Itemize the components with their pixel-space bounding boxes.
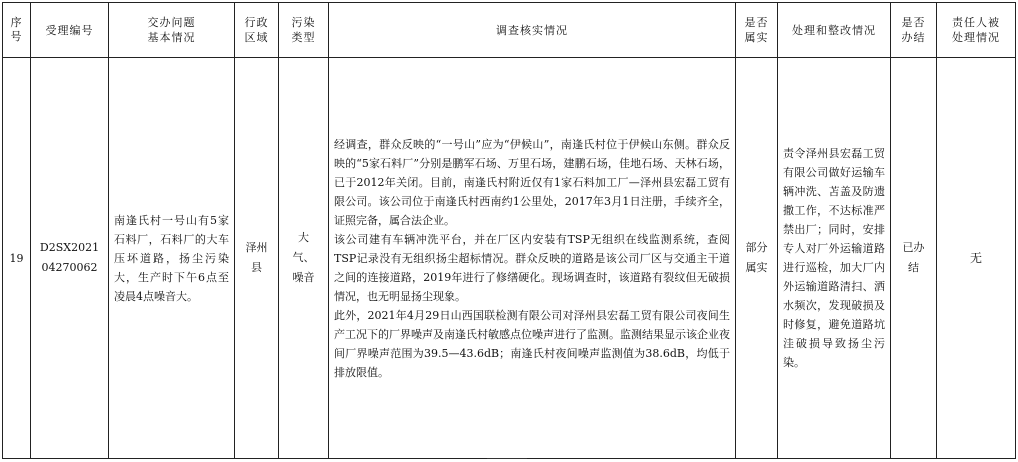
cell-seq: 19	[3, 58, 31, 459]
cell-is-closed: 已办结	[891, 58, 937, 459]
header-is-closed: 是否 办结	[891, 3, 937, 58]
header-is-true: 是否 属实	[736, 3, 778, 58]
header-region: 行政 区域	[235, 3, 279, 58]
cell-case-no: D2SX202104270062	[31, 58, 109, 459]
header-row	[3, 3, 1016, 58]
table-row	[3, 58, 1016, 459]
investigation-paragraph: 该公司建有车辆冲洗平台，并在厂区内安装有TSP无组织在线监测系统，查阅TSP记录没有无组织扬尘超标情况。群众反映的道路是该公司厂区与交通主干道之间的连接道路，2019年进行了修缮硬化。现场调查时，该道路有裂纹但无破损情况，也无明显扬尘现象。	[334, 232, 730, 303]
header-case-no: 受理编号	[31, 3, 109, 58]
cell-is-true: 部分属实	[736, 58, 778, 459]
cell-accountability: 无	[937, 58, 1016, 459]
cell-pollution-type: 大气、噪音	[279, 58, 329, 459]
cell-issue: 南逢氏村一号山有5家石料厂，石料厂的大车压坏道路，扬尘污染大，生产时下午6点至凌晨4点噪音大。	[109, 58, 235, 459]
case-table	[2, 2, 1016, 459]
header-handling: 处理和整改情况	[778, 3, 891, 58]
cell-region: 泽州县	[235, 58, 279, 459]
header-investigation: 调查核实情况	[329, 3, 736, 58]
header-issue: 交办问题 基本情况	[109, 3, 235, 58]
cell-handling: 责令泽州县宏磊工贸有限公司做好运输车辆冲洗、苫盖及防遗撒工作，不达标准严禁出厂；同时，安排专人对厂外运输道路进行巡检，加大厂内外运输道路清扫、洒水频次，发现破损及时修复，避免道路坑洼破损导致扬尘污染。	[778, 58, 891, 459]
header-seq: 序号	[3, 3, 31, 58]
investigation-paragraph: 此外，2021年4月29日山西国联检测有限公司对泽州县宏磊工贸有限公司夜间生产工况下的厂界噪声及南逢氏村敏感点位噪声进行了监测。监测结果显示该企业夜间厂界噪声范围为39.5—43.6dB；南逢氏村夜间噪声监测值为38.6dB，均低于排放限值。	[334, 308, 730, 379]
header-pollution-type: 污染 类型	[279, 3, 329, 58]
investigation-paragraph: 经调查，群众反映的“一号山”应为“伊候山”，南逢氏村位于伊候山东侧。群众反映的“5家石料厂”分别是鹏军石场、万里石场，建鹏石场，佳地石场、天林石场，已于2012年关闭。目前，南逢氏村附近仅有1家石料加工厂—泽州县宏磊工贸有限公司。该公司位于南逢氏村西南约1公里处，2017年3月1日注册，手续齐全，证照完备，属合法企业。	[334, 137, 730, 227]
header-accountability: 责任人被 处理情况	[937, 3, 1016, 58]
cell-investigation	[329, 58, 736, 459]
page-footer-mark	[487, 458, 527, 459]
